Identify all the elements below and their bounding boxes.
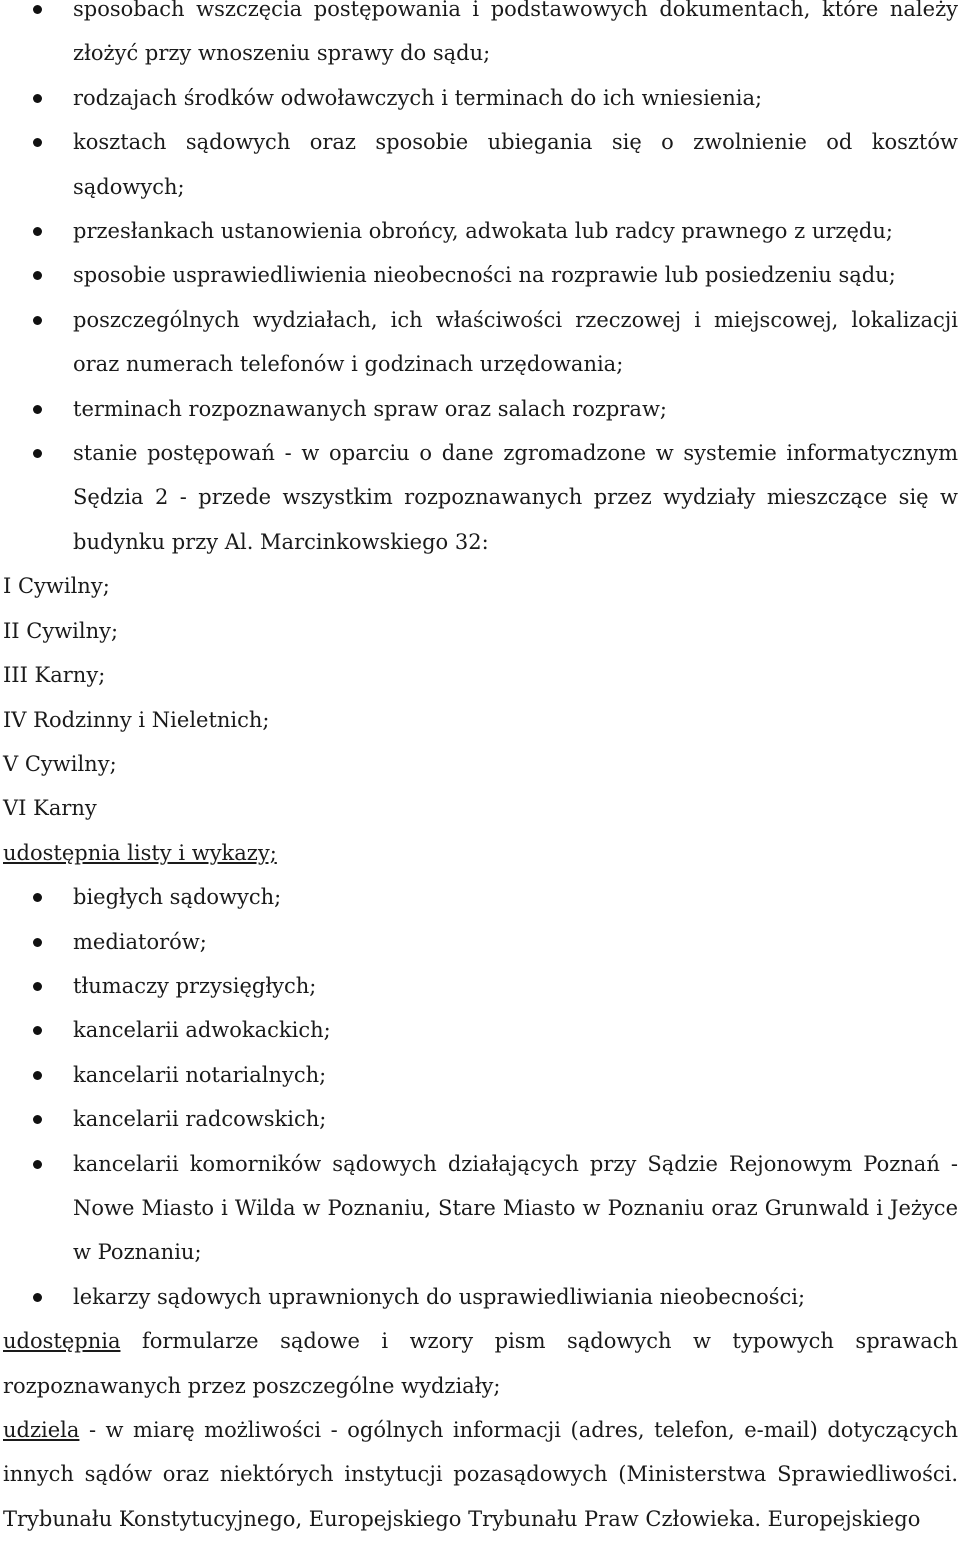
lists-heading: udostępnia listy i wykazy;: [3, 840, 277, 865]
forms-keyword: udostępnia: [3, 1329, 121, 1354]
list-item: kancelarii radcowskich;: [0, 1097, 960, 1141]
list-item: przesłankach ustanowienia obrońcy, adwokata lub radcy prawnego z urzędu;: [0, 209, 960, 253]
list-item: lekarzy sądowych uprawnionych do usprawiedliwiania nieobecności;: [0, 1275, 960, 1319]
info-paragraph: [0, 1408, 960, 1541]
department-line: V Cywilny;: [3, 751, 117, 776]
list-item: biegłych sądowych;: [0, 875, 960, 919]
department-line: VI Karny: [3, 796, 97, 821]
department-line: III Karny;: [3, 663, 106, 688]
list-item: rodzajach środków odwoławczych i terminach do ich wniesienia;: [0, 76, 960, 120]
department-line: IV Rodzinny i Nieletnich;: [3, 707, 270, 732]
list-item: sposobie usprawiedliwienia nieobecności na rozprawie lub posiedzeniu sądu;: [0, 253, 960, 297]
departments-list: [0, 564, 960, 830]
list-item: kancelarii adwokackich;: [0, 1008, 960, 1052]
list-item: kancelarii notarialnych;: [0, 1053, 960, 1097]
info-text: - w miarę możliwości - ogólnych informacji (adres, telefon, e-mail) dotyczących innych sądów oraz niektórych instytucji pozasądowych (Ministerstwa Sprawiedliwości. Trybunału Konstytucyjnego, Europejskiego Trybunału Praw Człowieka. Europejskiego: [3, 1418, 958, 1531]
list-item: stanie postępowań - w oparciu o dane zgromadzone w systemie informatycznym Sędzia 2 - przede wszystkim rozpoznawanych przez wydziały mieszczące się w budynku przy Al. Marcinkowskiego 32:: [0, 431, 960, 564]
forms-paragraph: [0, 1319, 960, 1408]
department-line: I Cywilny;: [3, 574, 110, 599]
list-item: mediatorów;: [0, 920, 960, 964]
list-item: kancelarii komorników sądowych działających przy Sądzie Rejonowym Poznań - Nowe Miasto i Wilda w Poznaniu, Stare Miasto w Poznaniu oraz Grunwald i Jeżyce w Poznaniu;: [0, 1142, 960, 1275]
info-topics-list: [0, 0, 960, 564]
list-item: terminach rozpoznawanych spraw oraz salach rozpraw;: [0, 387, 960, 431]
list-item: kosztach sądowych oraz sposobie ubiegania się o zwolnienie od kosztów sądowych;: [0, 120, 960, 209]
list-item: tłumaczy przysięgłych;: [0, 964, 960, 1008]
info-keyword: udziela: [3, 1418, 80, 1442]
department-line: II Cywilny;: [3, 618, 119, 643]
registers-list: [0, 875, 960, 1319]
forms-text: formularze sądowe i wzory pism sądowych w typowych sprawach rozpoznawanych przez poszczególne wydziały;: [3, 1329, 958, 1398]
list-item: poszczególnych wydziałach, ich właściwości rzeczowej i miejscowej, lokalizacji oraz numerach telefonów i godzinach urzędowania;: [0, 298, 960, 387]
list-item: sposobach wszczęcia postępowania i podstawowych dokumentach, które należy złożyć przy wnoszeniu sprawy do sądu;: [0, 0, 960, 76]
